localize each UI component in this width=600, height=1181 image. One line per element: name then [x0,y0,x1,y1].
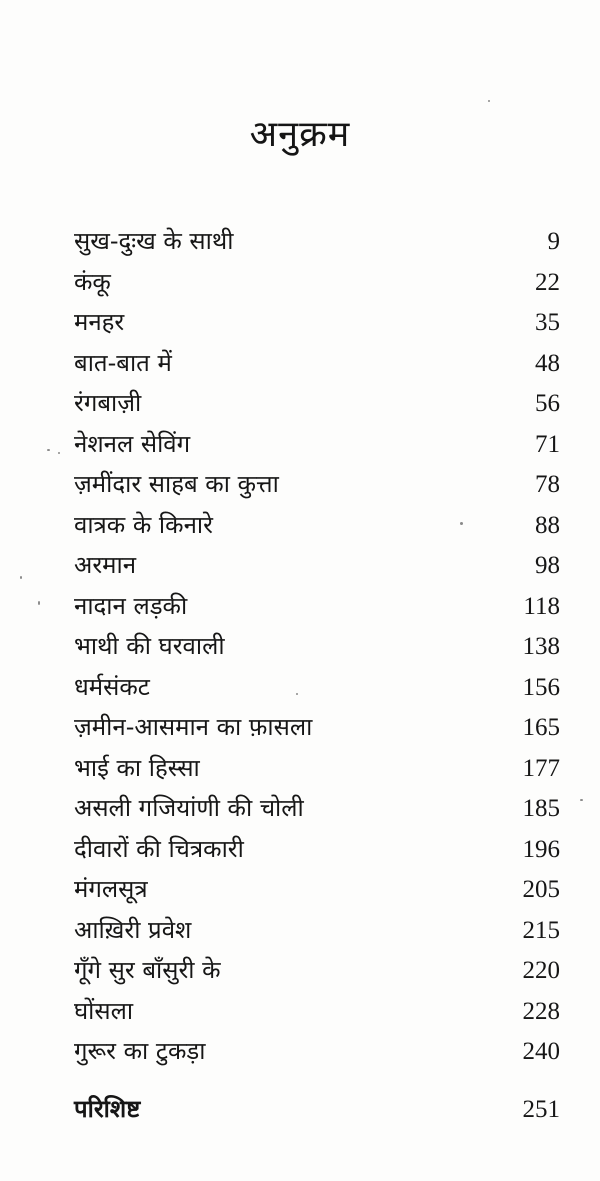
entry-title: असली गजियांणी की चोली [74,794,304,822]
entry-title: नेशनल सेविंग [74,429,191,458]
entry-page: 205 [522,876,560,903]
paper-speck [296,693,298,695]
entry-page: 71 [535,430,560,458]
contents-entry [74,224,560,265]
contents-entry [74,589,560,630]
entry-page: 138 [522,633,560,660]
entry-page: 118 [523,592,560,620]
entry-page: 35 [535,309,560,336]
contents-list [74,224,560,1075]
paper-speck [488,100,490,102]
entry-title: सुख-दुःख के साथी [74,227,234,255]
entry-page: 22 [535,268,560,296]
page-title: अनुक्रम [249,114,351,155]
entry-title: मनहर [74,308,125,336]
paper-speck [58,452,60,454]
entry-page: 48 [535,349,560,377]
entry-title: आख़िरी प्रवेश [74,915,192,944]
contents-entry [74,710,560,751]
entry-page: 98 [535,552,560,579]
entry-page: 165 [522,714,560,741]
contents-entry [74,751,560,792]
entry-title: ज़मींदार साहब का कुत्ता [74,470,279,498]
contents-entry [74,953,560,994]
entry-page: 156 [522,673,560,701]
entry-title: भाई का हिस्सा [74,753,200,782]
entry-title: मंगलसूत्र [74,875,148,903]
contents-entry [74,791,560,832]
entry-page: 228 [522,997,560,1025]
entry-page: 196 [522,835,560,863]
contents-entry [74,467,560,508]
entry-page: 88 [535,511,560,539]
appendix-entry [74,1092,560,1125]
entry-title: रंगबाज़ी [74,389,142,417]
entry-title: वात्रक के किनारे [74,510,213,539]
contents-entry [74,1034,560,1075]
entry-page: 56 [535,390,560,417]
entry-title: ज़मीन-आसमान का फ़ासला [74,713,313,741]
paper-speck [47,449,50,451]
contents-entry [74,346,560,387]
paper-speck [580,799,583,801]
entry-page: 78 [535,471,560,498]
entry-title: धर्मसंकट [74,672,150,701]
appendix-title: परिशिष्ट [74,1095,141,1123]
contents-entry [74,427,560,468]
entry-page: 215 [522,916,560,944]
contents-entry [74,832,560,873]
appendix-page: 251 [522,1096,560,1123]
entry-title: दीवारों की चित्रकारी [74,834,244,863]
contents-entry [74,994,560,1035]
paper-speck [460,522,463,525]
contents-entry [74,629,560,670]
contents-entry [74,913,560,954]
contents-entry [74,305,560,346]
entry-title: नादान लड़की [74,591,188,620]
contents-entry [74,386,560,427]
entry-page: 9 [547,228,560,255]
entry-page: 220 [522,957,560,984]
entry-title: बात-बात में [74,348,172,377]
paper-speck [20,576,22,579]
entry-title: कंकू [74,267,111,296]
entry-title: भाथी की घरवाली [74,632,225,660]
contents-entry [74,548,560,589]
paper-speck [38,601,40,605]
entry-page: 185 [522,795,560,822]
contents-entry [74,872,560,913]
contents-entry [74,670,560,711]
entry-title: गूँगे सुर बाँसुरी के [74,956,221,984]
entry-title: गुरूर का टुकड़ा [74,1037,206,1065]
entry-title: अरमान [74,551,137,579]
contents-entry [74,508,560,549]
entry-page: 240 [522,1038,560,1065]
entry-page: 177 [522,754,560,782]
entry-title: घोंसला [74,996,134,1025]
contents-entry [74,265,560,306]
